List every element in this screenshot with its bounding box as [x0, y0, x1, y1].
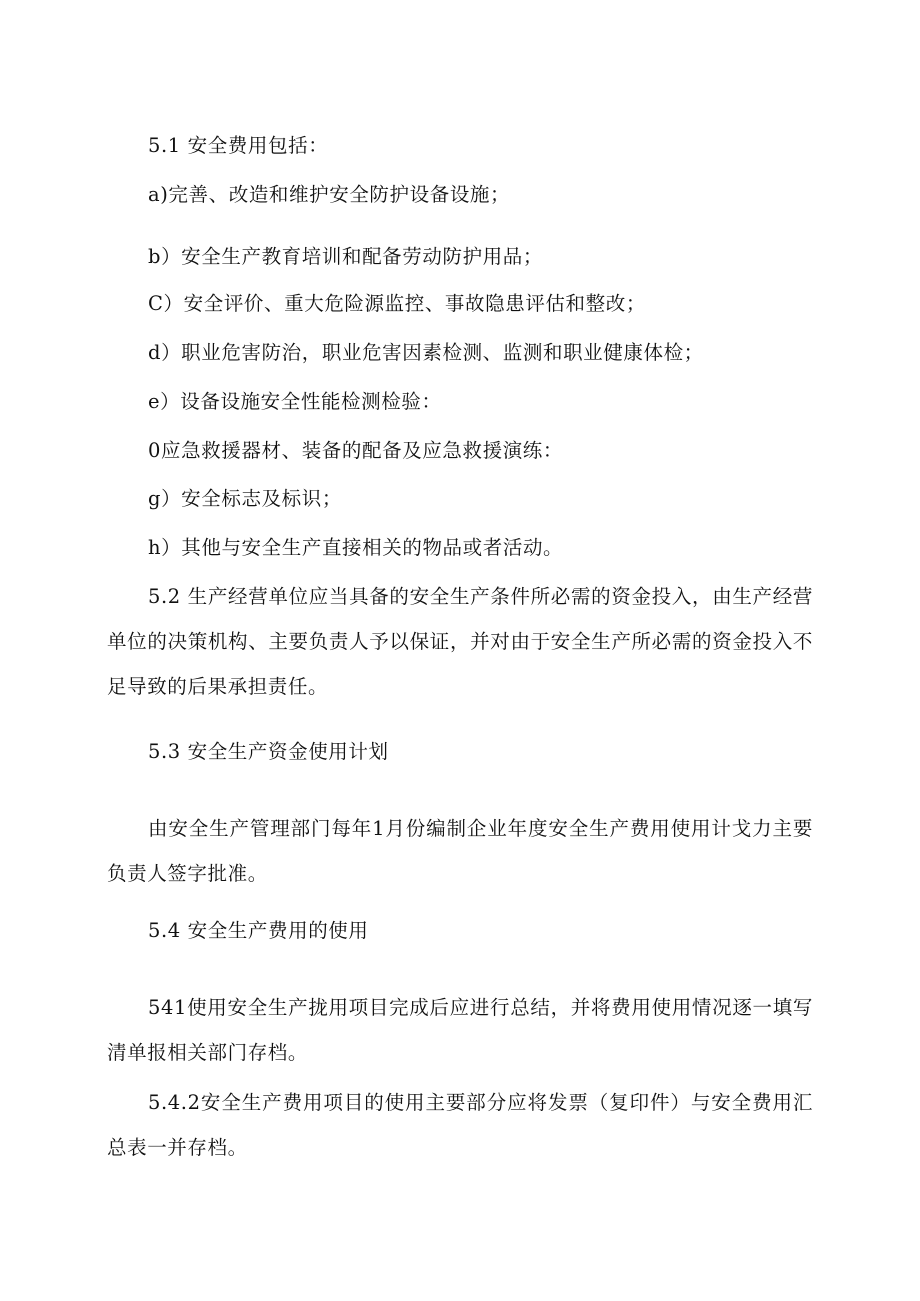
list-item-f: 0应急救援器材、装备的配备及应急救援演练： [148, 439, 564, 462]
section-5-4-1-paragraph: 541使用安全生产拢用项目完成后应进行总结，并将费用使用情况逐一填写清单报相关部门存档。 [107, 996, 813, 1064]
list-item-c: C）安全评价、重大危险源监控、事故隐患评估和整改； [148, 292, 646, 315]
section-5-4-heading: 5.4 安全生产费用的使用 [148, 919, 369, 942]
list-item-g: g）安全标志及标识； [148, 487, 342, 510]
list-item-a: a)完善、改造和维护安全防护设备设施； [148, 183, 511, 206]
list-item-h: h）其他与安全生产直接相关的物品或者活动。 [148, 536, 564, 559]
list-item-e: e）设备设施安全性能检测检验： [148, 390, 442, 413]
list-item-b: b）安全生产教育培训和配备劳动防护用品； [148, 245, 543, 268]
list-item-d: d）职业危害防治，职业危害因素检测、监测和职业健康体检； [148, 341, 704, 364]
section-5-4-2-paragraph: 5.4.2安全生产费用项目的使用主要部分应将发票（复印件）与安全费用汇总表一并存档。 [107, 1091, 813, 1159]
section-5-3-heading: 5.3 安全生产资金使用计划 [148, 740, 389, 763]
section-5-3-paragraph: 由安全生产管理部门每年1月份编制企业年度安全生产费用使用计戈力主要负责人签字批准。 [107, 817, 813, 885]
section-5-2-paragraph: 5.2 生产经营单位应当具备的安全生产条件所必需的资金投入，由生产经营单位的决策机构、主要负责人予以保证，并对由于安全生产所必需的资金投入不足导致的后果承担责任。 [107, 585, 813, 698]
section-5-1-heading: 5.1 安全费用包括： [148, 134, 329, 157]
